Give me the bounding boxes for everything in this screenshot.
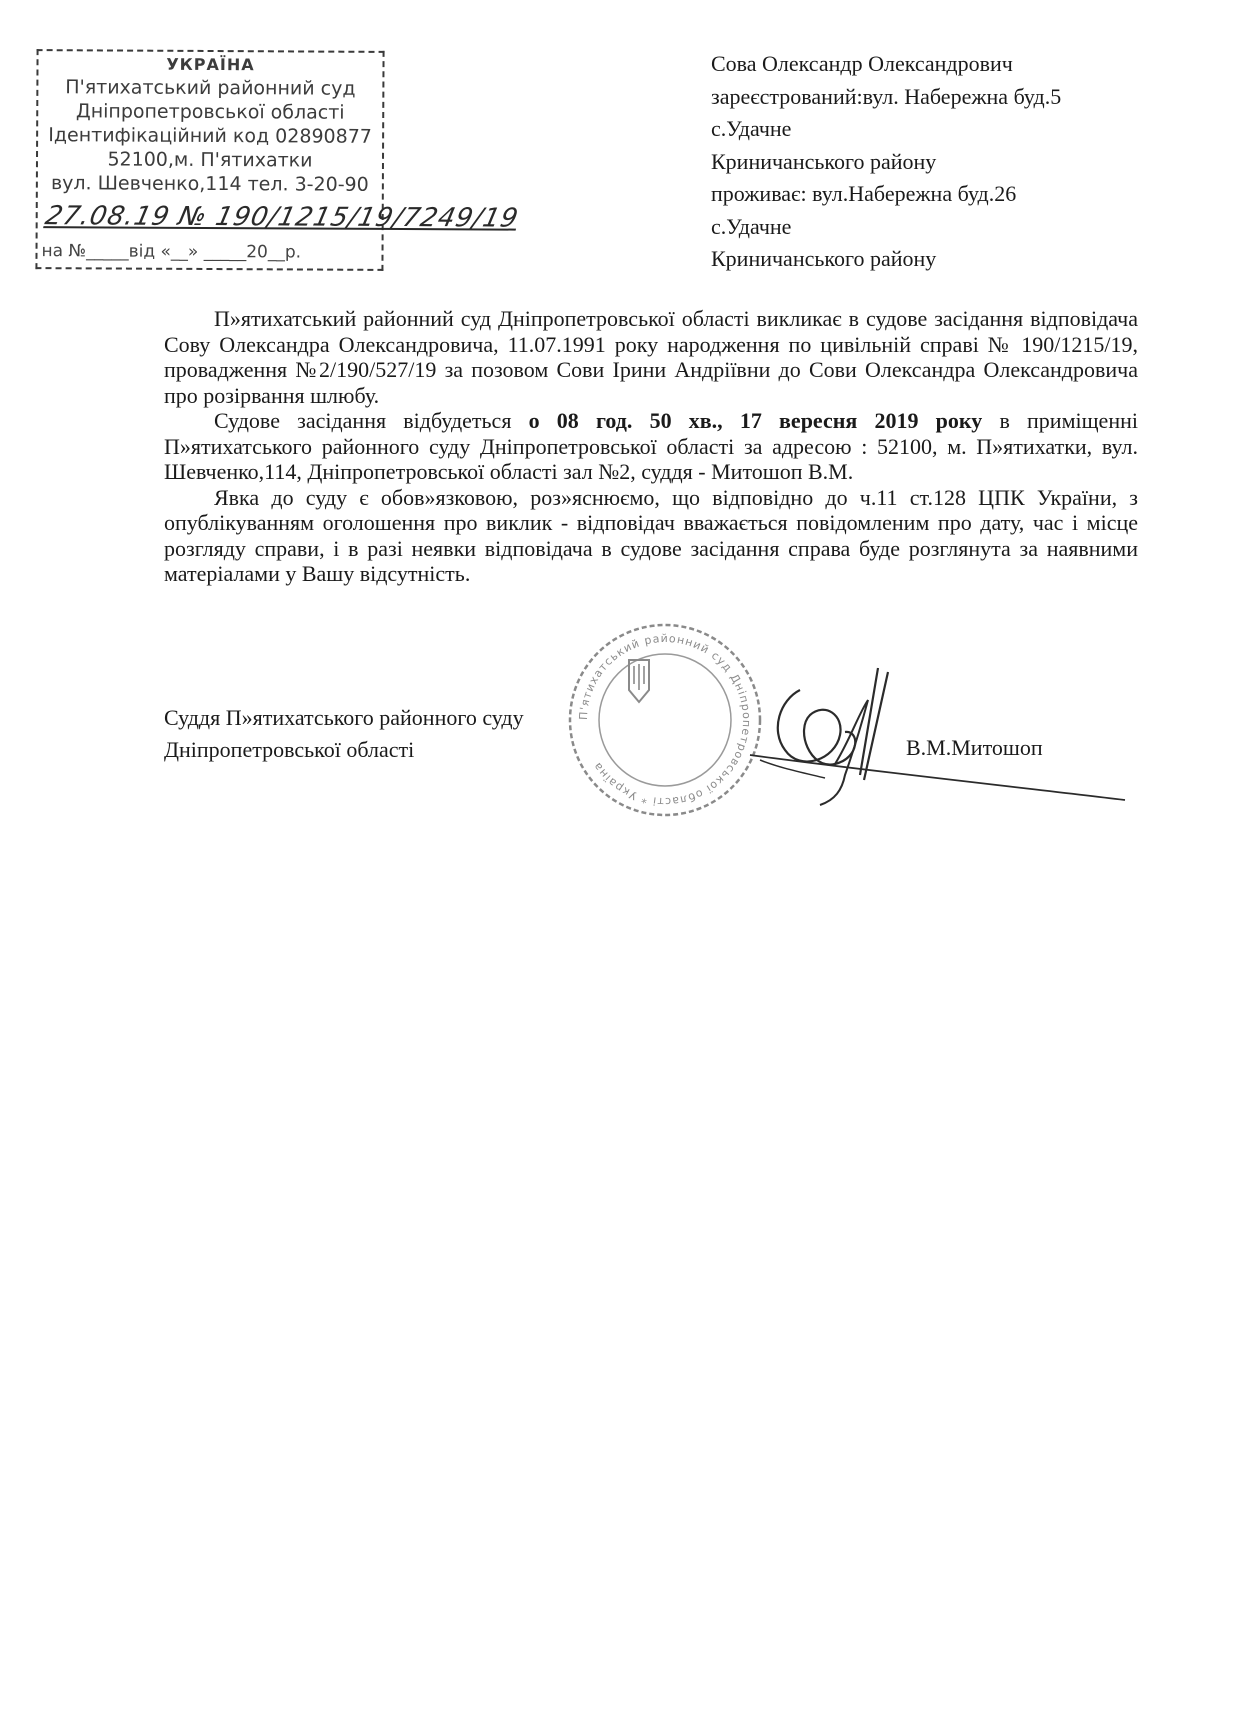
signatory-position-line-1: Суддя П»ятихатського районного суду: [164, 705, 524, 730]
seal-ring-text: П'ятихатський районний суд Дніпропетровської області * Україна: [576, 631, 754, 809]
summons-body: [164, 306, 1138, 587]
trident-icon: [629, 660, 649, 702]
addressee-village: с.Удачне: [711, 116, 792, 141]
registration-stamp: [35, 49, 522, 271]
stamp-region: Дніпропетровської області: [75, 100, 345, 124]
summons-paragraph-2: [164, 408, 1138, 485]
stamp-reference-line: на №_____від «__» _____20__р.: [41, 241, 302, 263]
stamp-postal-address: 52100,м. П'ятихатки: [107, 148, 313, 172]
hearing-datetime: о 08 год. 50 хв., 17 вересня 2019 року: [528, 408, 983, 433]
addressee-residence-address: проживає: вул.Набережна буд.26: [711, 181, 1017, 206]
stamp-street-phone: вул. Шевченко,114 тел. 3-20-90: [50, 172, 369, 196]
hearing-intro: Судове засідання відбудеться: [214, 408, 529, 433]
summons-paragraph-3: Явка до суду є обов»язковою, роз»яснюємо, що відповідно до ч.11 ст.128 ЦПК України, з опублікуванням оголошення про виклик - відповідач вважається повідомленим про дату, час і місце розгляду справи, і в разі неявки відповідача в судове засідання справа буде розглянута за наявними матеріалами у Вашу відсутність.: [164, 484, 1138, 586]
signatory-name: В.М.Митошоп: [906, 735, 1043, 760]
addressee-village-2: с.Удачне: [711, 213, 792, 239]
signatory-position: [164, 702, 524, 766]
court-seal: [565, 620, 765, 820]
stamp-court-name: П'ятихатський районний суд: [65, 76, 356, 100]
addressee-district: Криничанського району: [711, 148, 937, 174]
summons-paragraph-1: П»ятихатський районний суд Дніпропетровської області викликає в судове засідання відповідача Сову Олександра Олександровича, 11.07.1991 року народження по цивільній справі № 190/1215/19, провадження №2/190/527/19 за позовом Сови Ірини Андріївни до Сови Олександра Олександровича про розірвання шлюбу.: [164, 306, 1138, 408]
addressee-block: [711, 48, 1061, 276]
addressee-name: Сова Олександр Олександрович: [711, 51, 1013, 76]
addressee-registered-address: зареєстрований:вул. Набережна буд.5: [711, 83, 1062, 109]
handwritten-registration-number: 27.08.19 № 190/1215/19/7249/19: [42, 201, 522, 234]
hearing-location: в приміщенні П»ятихатського районного суду Дніпропетровської області за адресою : 52100, м. П»ятихатки, вул. Шевченко,114, Дніпропетровської області зал №2, суддя - Митошоп В.М.: [164, 408, 1138, 484]
stamp-identification-code: Ідентифікаційний код 02890877: [48, 124, 372, 148]
addressee-district-2: Криничанського району: [711, 246, 937, 271]
stamp-country: УКРАЇНА: [166, 54, 255, 75]
signatory-position-line-2: Дніпропетровської області: [164, 737, 415, 762]
